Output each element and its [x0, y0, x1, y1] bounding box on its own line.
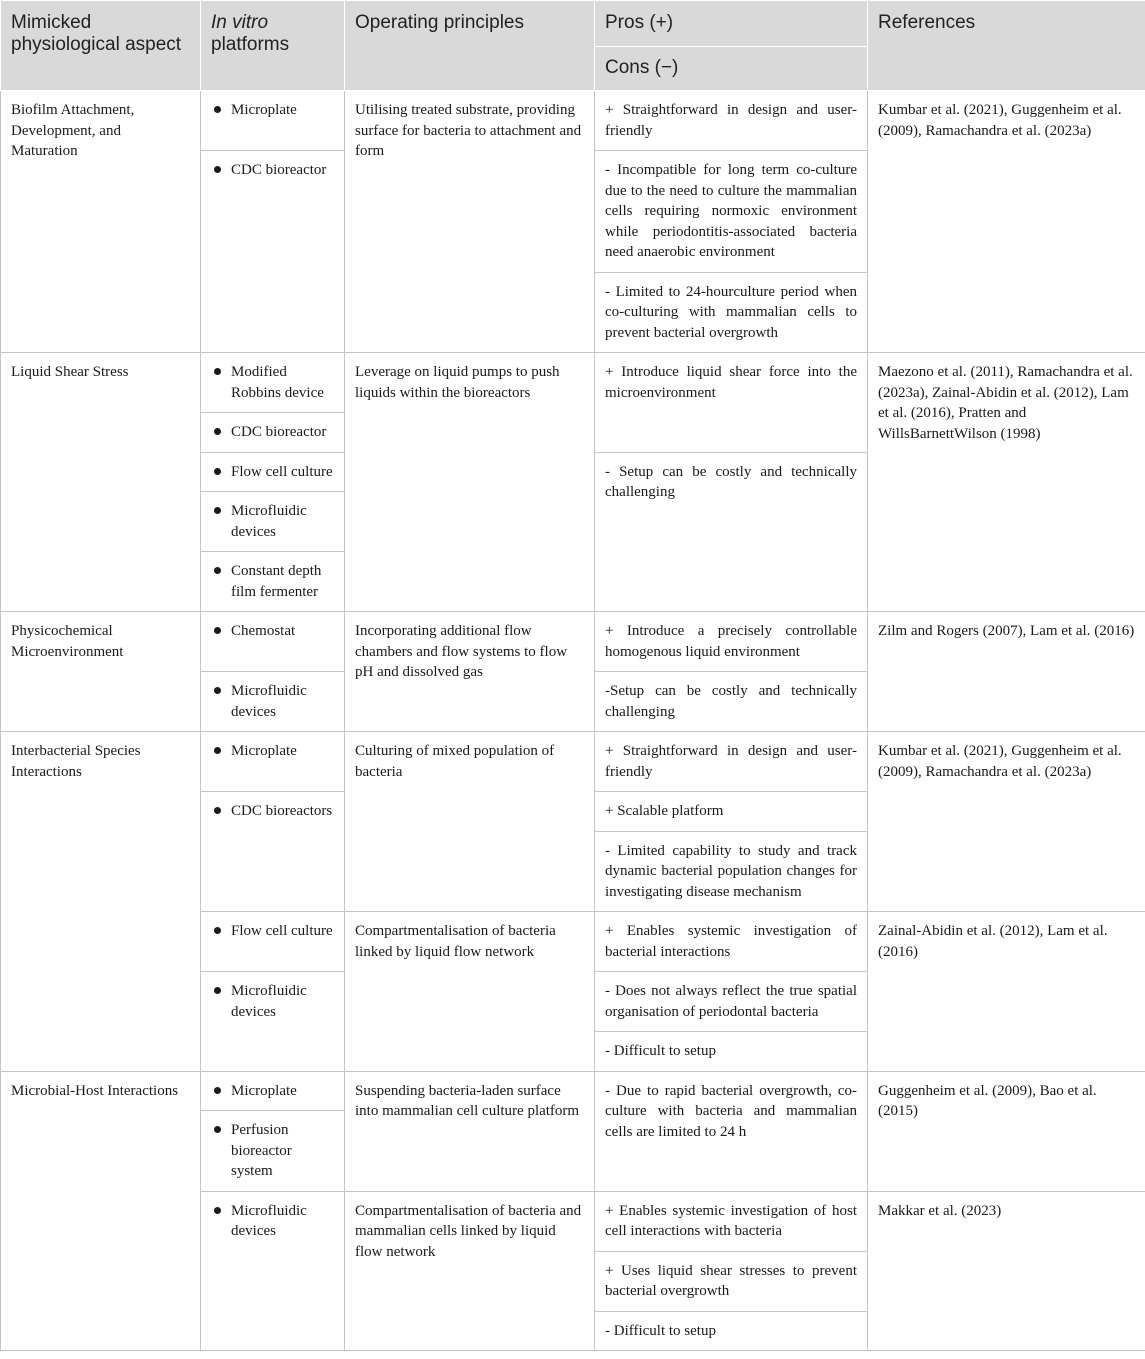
platform-cell: Microplate — [201, 1071, 345, 1111]
pros-cons-cell: -Setup can be costly and technically challenging — [595, 672, 868, 732]
platform-cell: Microfluidic devices — [201, 1191, 345, 1351]
pros-cons-cell: + Straightforward in design and user-friendly — [595, 732, 868, 792]
bullet-icon — [214, 687, 221, 694]
header-platforms-italic: In vitro — [211, 12, 269, 33]
pros-cons-cell: - Limited capability to study and track dynamic bacterial population changes for investigating disease mechanism — [595, 831, 868, 912]
pros-cons-cell: - Incompatible for long term co-culture due to the need to culture the mammalian cells requiring normoxic environment while periodontitis-associated bacteria need anaerobic environment — [595, 151, 868, 273]
table-row — [1, 91, 1145, 151]
references-cell: Makkar et al. (2023) — [868, 1191, 1145, 1351]
platform-cell: Modified Robbins device — [201, 353, 345, 413]
platform-cell: Chemostat — [201, 612, 345, 672]
principle-cell: Incorporating additional flow chambers and flow systems to flow pH and dissolved gas — [345, 612, 595, 732]
aspect-cell: Liquid Shear Stress — [1, 353, 201, 612]
pros-cons-cell: - Limited to 24-hourculture period when co-culturing with mammalian cells to prevent bacterial overgrowth — [595, 272, 868, 353]
references-cell: Kumbar et al. (2021), Guggenheim et al. (2009), Ramachandra et al. (2023a) — [868, 91, 1145, 353]
pros-cons-cell: + Introduce liquid shear force into the microenvironment — [595, 353, 868, 453]
pros-cons-cell: - Does not always reflect the true spatial organisation of periodontal bacteria — [595, 972, 868, 1032]
table-row — [1, 353, 1145, 413]
bullet-icon — [214, 1126, 221, 1133]
table-body — [1, 91, 1145, 1351]
platform-cell: Microfluidic devices — [201, 972, 345, 1072]
principle-cell: Compartmentalisation of bacteria linked by liquid flow network — [345, 912, 595, 1072]
pros-cons-cell: - Setup can be costly and technically challenging — [595, 452, 868, 612]
bullet-icon — [214, 747, 221, 754]
table-row — [1, 1071, 1145, 1111]
bullet-icon — [214, 927, 221, 934]
header-cons: Cons (−) — [595, 47, 868, 91]
platform-cell: Flow cell culture — [201, 912, 345, 972]
bullet-icon — [214, 468, 221, 475]
references-cell: Zilm and Rogers (2007), Lam et al. (2016) — [868, 612, 1145, 732]
references-cell: Maezono et al. (2011), Ramachandra et al. (2023a), Zainal-Abidin et al. (2012), Lam et al. (2016), Pratten and WillsBarnettWilson (1998) — [868, 353, 1145, 612]
aspect-cell: Physicochemical Microenvironment — [1, 612, 201, 732]
header-platforms — [201, 1, 345, 91]
pros-cons-cell: + Enables systemic investigation of bacterial interactions — [595, 912, 868, 972]
principle-cell: Suspending bacteria-laden surface into mammalian cell culture platform — [345, 1071, 595, 1191]
bullet-icon — [214, 1087, 221, 1094]
bullet-icon — [214, 368, 221, 375]
bullet-icon — [214, 507, 221, 514]
references-cell: Guggenheim et al. (2009), Bao et al. (2015) — [868, 1071, 1145, 1191]
principle-cell: Leverage on liquid pumps to push liquids within the bioreactors — [345, 353, 595, 612]
pros-cons-cell: + Enables systemic investigation of host cell interactions with bacteria — [595, 1191, 868, 1251]
platform-cell: Constant depth film fermenter — [201, 552, 345, 612]
pros-cons-cell: + Straightforward in design and user-friendly — [595, 91, 868, 151]
aspect-cell: Interbacterial Species Interactions — [1, 732, 201, 1072]
table-row — [1, 732, 1145, 792]
principle-cell: Compartmentalisation of bacteria and mammalian cells linked by liquid flow network — [345, 1191, 595, 1351]
aspect-cell: Biofilm Attachment, Development, and Maturation — [1, 91, 201, 353]
pros-cons-cell: + Scalable platform — [595, 792, 868, 832]
pros-cons-cell: - Difficult to setup — [595, 1032, 868, 1072]
header-aspect: Mimicked physiological aspect — [1, 1, 201, 91]
pros-cons-cell: - Due to rapid bacterial overgrowth, co-culture with bacteria and mammalian cells are limited to 24 h — [595, 1071, 868, 1191]
pros-cons-cell: + Uses liquid shear stresses to prevent bacterial overgrowth — [595, 1251, 868, 1311]
platform-cell: CDC bioreactor — [201, 151, 345, 353]
bullet-icon — [214, 627, 221, 634]
bullet-icon — [214, 428, 221, 435]
aspect-cell: Microbial-Host Interactions — [1, 1071, 201, 1351]
header-platforms-rest: platforms — [211, 34, 290, 55]
table-row — [1, 612, 1145, 672]
pros-cons-cell: - Difficult to setup — [595, 1311, 868, 1351]
platform-cell: Flow cell culture — [201, 452, 345, 492]
platform-cell: Microfluidic devices — [201, 492, 345, 552]
principle-cell: Culturing of mixed population of bacteria — [345, 732, 595, 912]
platform-cell: Perfusion bioreactor system — [201, 1111, 345, 1192]
table-header — [1, 1, 1145, 91]
references-cell: Zainal-Abidin et al. (2012), Lam et al. (2016) — [868, 912, 1145, 1072]
bullet-icon — [214, 807, 221, 814]
platform-cell: Microfluidic devices — [201, 672, 345, 732]
bullet-icon — [214, 166, 221, 173]
platform-cell: CDC bioreactor — [201, 413, 345, 453]
header-principles: Operating principles — [345, 1, 595, 91]
bullet-icon — [214, 106, 221, 113]
pros-cons-cell: + Introduce a precisely controllable homogenous liquid environment — [595, 612, 868, 672]
platform-cell: Microplate — [201, 732, 345, 792]
references-cell: Kumbar et al. (2021), Guggenheim et al. (2009), Ramachandra et al. (2023a) — [868, 732, 1145, 912]
header-pros: Pros (+) — [595, 1, 868, 47]
bullet-icon — [214, 567, 221, 574]
header-references: References — [868, 1, 1145, 91]
bullet-icon — [214, 987, 221, 994]
bullet-icon — [214, 1207, 221, 1214]
principle-cell: Utilising treated substrate, providing surface for bacteria to attachment and form — [345, 91, 595, 353]
platform-cell: Microplate — [201, 91, 345, 151]
platform-cell: CDC bioreactors — [201, 792, 345, 912]
